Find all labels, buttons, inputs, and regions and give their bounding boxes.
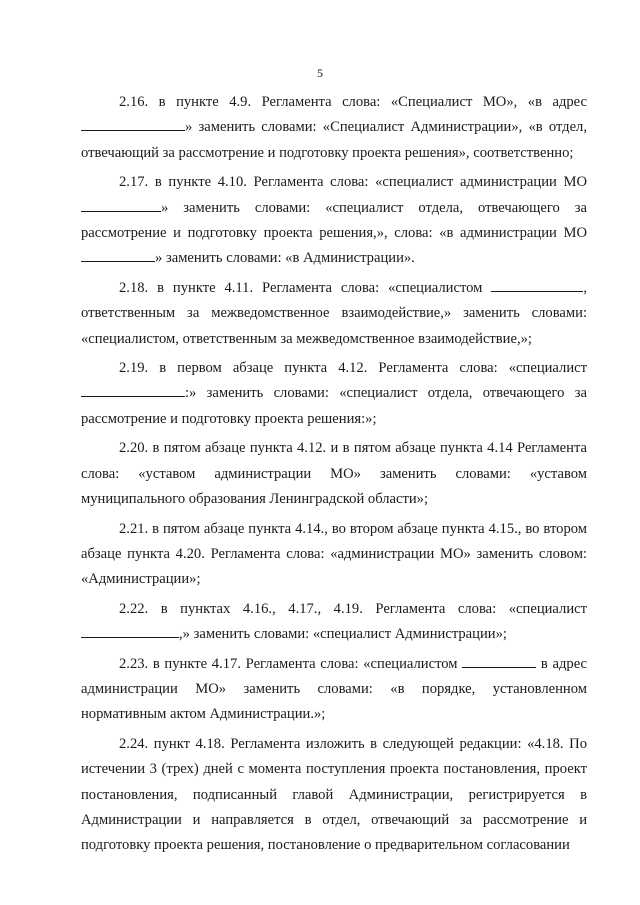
paragraph-2-17-text-a: 2.17. в пункте 4.10. Регламента слова: «специалист администрации МО bbox=[119, 174, 587, 191]
fill-in-blank bbox=[81, 119, 185, 131]
paragraph-2-17-text-b: » заменить словами: «специалист отдела, отвечающего за рассмотрение и подготовку проекта решения,», слова: «в администрации МО bbox=[81, 199, 587, 242]
paragraph-2-22-text-a: 2.22. в пунктах 4.16., 4.17., 4.19. Регламента слова: «специалист bbox=[119, 600, 587, 617]
paragraph-2-18-text-a: 2.18. в пункте 4.11. Регламента слова: «специалистом bbox=[119, 279, 483, 296]
paragraph-2-19-text-b: :» заменить словами: «специалист отдела, отвечающего за рассмотрение и подготовку проекта решения:»; bbox=[81, 385, 587, 427]
paragraph-2-18 bbox=[81, 276, 587, 352]
paragraph-2-23-text-a: 2.23. в пункте 4.17. Регламента слова: «специалистом bbox=[119, 655, 458, 672]
paragraph-2-16 bbox=[81, 90, 587, 166]
paragraph-2-19 bbox=[81, 356, 587, 432]
paragraph-2-19-text-a: 2.19. в первом абзаце пункта 4.12. Регламента слова: «специалист bbox=[119, 360, 587, 377]
fill-in-blank bbox=[462, 656, 536, 668]
fill-in-blank bbox=[81, 385, 185, 397]
document-body bbox=[81, 90, 587, 863]
paragraph-2-21: 2.21. в пятом абзаце пункта 4.14., во втором абзаце пункта 4.15., во втором абзаце пункта 4.20. Регламента слова: «администрации МО» заменить словом: «Администрации»; bbox=[81, 520, 587, 588]
paragraph-2-24: 2.24. пункт 4.18. Регламента изложить в следующей редакции: «4.18. По истечении 3 (трех) дней с момента поступления проекта постановления, проект постановления, подписанный главой Администрации, регистрируется в Администрации и направляется в отдел, отвечающий за рассмотрение и подготовку проекта решения, постановление о предварительном согласовании bbox=[81, 735, 587, 854]
paragraph-2-22 bbox=[81, 597, 587, 648]
paragraph-2-20: 2.20. в пятом абзаце пункта 4.12. и в пятом абзаце пункта 4.14 Регламента слова: «уставом администрации МО» заменить словами: «уставом муниципального образования Ленинградской области»; bbox=[81, 440, 587, 508]
paragraph-2-23 bbox=[81, 652, 587, 728]
paragraph-2-22-text-b: ,» заменить словами: «специалист Администрации»; bbox=[179, 626, 507, 643]
paragraph-2-17 bbox=[81, 170, 587, 272]
paragraph-2-16-text-b: » заменить словами: «Специалист Администрации», «в отдел, отвечающий за рассмотрение и подготовку проекта решения», соответственно; bbox=[81, 119, 587, 161]
page-number: 5 bbox=[317, 66, 323, 80]
paragraph-2-16-text-a: 2.16. в пункте 4.9. Регламента слова: «Специалист МО», «в адрес bbox=[119, 94, 587, 110]
fill-in-blank bbox=[491, 280, 583, 292]
fill-in-blank bbox=[81, 626, 179, 638]
fill-in-blank bbox=[81, 250, 155, 262]
paragraph-2-23-text-b: в адрес администрации МО» заменить словами: «в порядке, установленном нормативным актом Администрации.»; bbox=[81, 655, 588, 723]
paragraph-2-18-text-b: , ответственным за межведомственное взаимодействие,» заменить словами: «специалистом, ответственным за межведомственное взаимодействие,»; bbox=[81, 279, 587, 347]
fill-in-blank bbox=[81, 200, 161, 212]
paragraph-2-17-text-c: » заменить словами: «в Администрации». bbox=[155, 250, 415, 267]
